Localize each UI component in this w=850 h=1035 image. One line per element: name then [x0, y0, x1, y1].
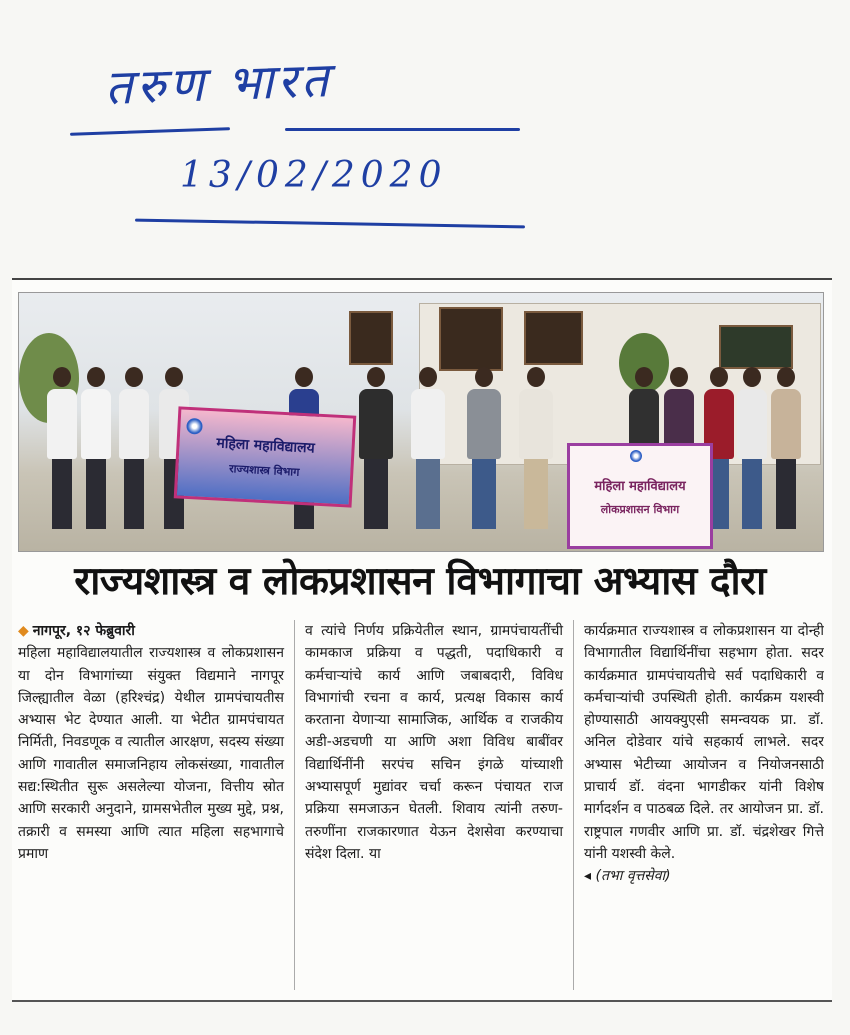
banner-line: महिला महाविद्यालय	[594, 478, 686, 494]
divider	[12, 1000, 832, 1002]
person	[771, 367, 801, 529]
diamond-bullet-icon: ◆	[18, 623, 29, 639]
banner-lokprashasan	[567, 443, 713, 549]
article-column-2	[295, 620, 574, 990]
banner-line: लोकप्रशासन विभाग	[600, 502, 680, 516]
banner-mahila-mahavidyalaya	[174, 406, 357, 507]
newspaper-clipping	[12, 278, 832, 1002]
article-column-3	[574, 620, 824, 990]
dateline-text: नागपूर, १२ फेब्रुवारी	[32, 623, 135, 639]
person	[737, 367, 767, 529]
person	[47, 367, 77, 529]
person	[467, 367, 501, 529]
person	[119, 367, 149, 529]
article-paragraph: महिला महाविद्यालयातील राज्यशास्त्र व लोकप्रशासन या दोन विभागांच्या संयुक्त विद्यमाने नागपूर जिल्ह्यातील वेळा (हरिश्चंद्र) येथील ग्रामपंचायतीस अभ्यास भेट देण्यात आली. या भेटीत ग्रामपंचायत निर्मिती, निवडणूक व त्यातील आरक्षण, सदस्य संख्या आणि गावातील समाजनिहाय लोकसंख्या, गावातील सद्य:स्थितीत सुरू असलेल्या योजना, वित्तीय स्रोत आणि सरकारी अनुदाने, ग्रामसभेतील मुख्य मुद्दे, प्रश्न, तक्रारी व समस्या आणि त्यात महिला सहभागाचे प्रमाण	[18, 645, 284, 862]
banner-line: राज्यशास्त्र विभाग	[228, 462, 300, 479]
banner-line: महिला महाविद्यालय	[216, 435, 316, 457]
handwritten-date: 13/02/2020	[180, 155, 448, 196]
group-photo	[18, 292, 824, 552]
article-paragraph: कार्यक्रमात राज्यशास्त्र व लोकप्रशासन या दोन्ही विभागातील विद्यार्थिनींचा सहभाग होता. सदर कार्यक्रमात ग्रामपंचायतीचे सर्व पदाधिकारी व कर्मचाऱ्यांची उपस्थिती होती. कार्यक्रम यशस्वी होण्यासाठी आयक्युएसी समन्वयक प्रा. डॉ. अनिल दोडेवार यांचे सहकार्य लाभले. सदर अभ्यास भेटीच्या आयोजन व नियोजनसाठी प्राचार्य डॉ. वंदना भागडीकर यांनी विशेष मार्गदर्शन व पाठबळ दिले. तर आयोजन प्रा. डॉ. राष्ट्रपाल गणवीर आणि प्रा. डॉ. चंद्रशेखर गित्ते यांनी यशस्वी केले.	[584, 623, 824, 862]
building-window	[349, 311, 393, 365]
building-window	[719, 325, 793, 369]
article-column-1	[18, 620, 295, 990]
college-logo-icon	[186, 418, 203, 435]
article-headline: राज्यशास्त्र व लोकप्रशासन विभागाचा अभ्यास दौरा	[74, 559, 766, 604]
handwritten-underline	[135, 219, 525, 229]
handwritten-newspaper-name: तरुण भारत	[104, 52, 334, 116]
article-paragraph: व त्यांचे निर्णय प्रक्रियेतील स्थान, ग्रामपंचायतींची कामकाज प्रक्रिया व पद्धती, पदाधिकारी व कर्मचाऱ्यांचे कार्य आणि जबाबदारी, विविध विभागांची रचना व कार्य, प्रत्यक्ष विकास कार्य करताना येणाऱ्या सामाजिक, आर्थिक व राजकीय अडी-अडचणी या आणि अशा विविध बाबींवर विद्यार्थिनींनी सरपंच सचिन इंगळे यांच्याशी अभ्यासपूर्ण मुद्यांवर चर्चा करून पंचायत राज प्रक्रिया समजाऊन घेतली. शिवाय त्यांनी तरुण- तरुणींना राजकारणात येऊन देशसेवा करण्याचा संदेश दिला. या	[305, 623, 563, 862]
college-logo-icon	[630, 450, 642, 462]
person	[519, 367, 553, 529]
person	[359, 367, 393, 529]
building-window	[524, 311, 583, 365]
building-window	[439, 307, 503, 371]
article-body	[18, 620, 824, 990]
person	[81, 367, 111, 529]
news-credit: ◂ (तभा वृत्तसेवा)	[584, 868, 671, 885]
person	[411, 367, 445, 529]
dateline	[18, 620, 284, 642]
handwritten-underline	[70, 127, 230, 136]
handwritten-underline	[285, 128, 520, 131]
